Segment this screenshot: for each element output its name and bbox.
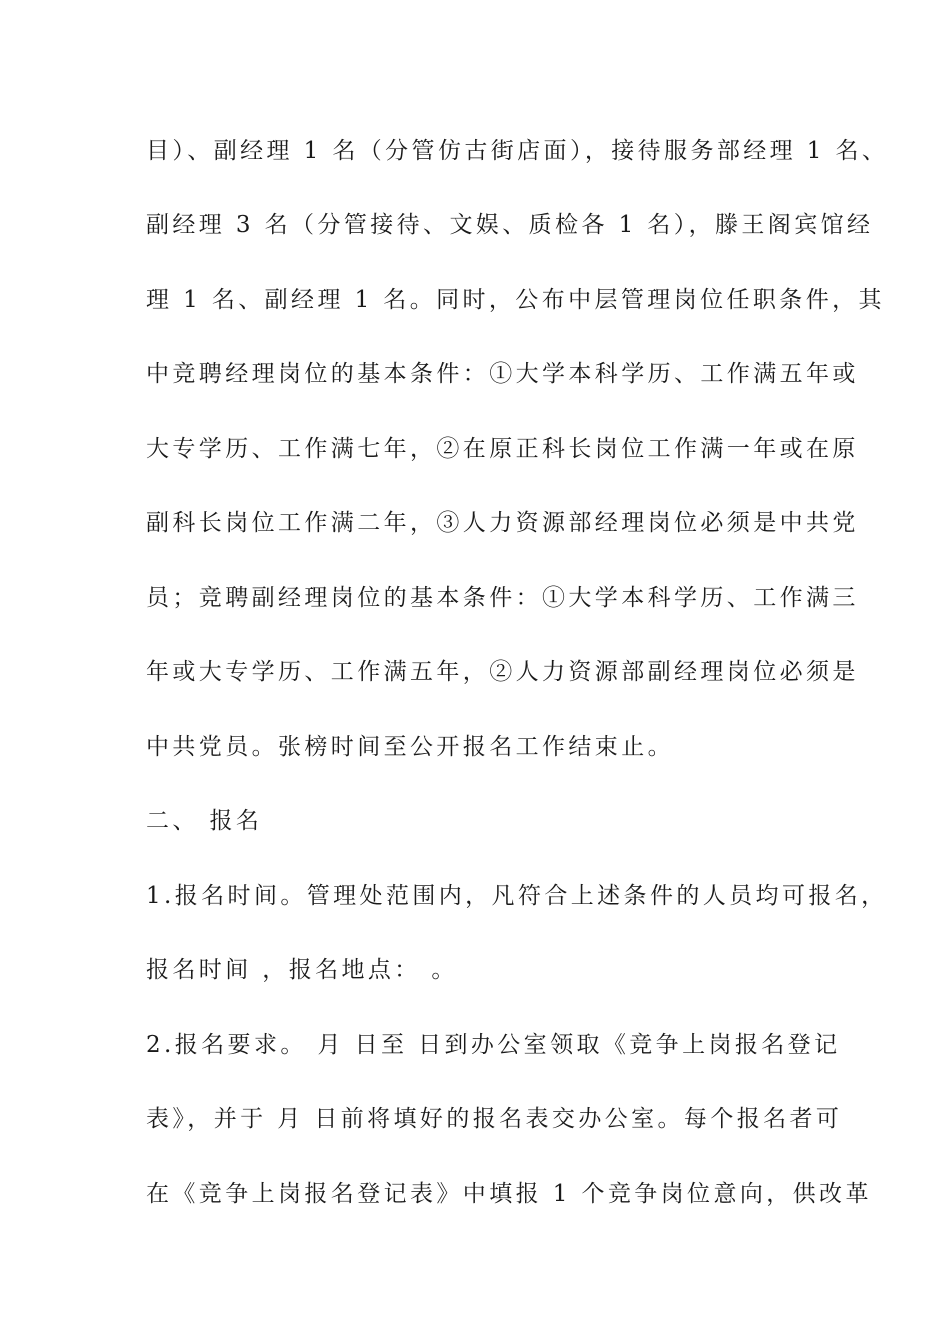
paragraph-line: 中竞聘经理岗位的基本条件：①大学本科学历、工作满五年或 <box>146 361 859 387</box>
paragraph-line: 中共党员。张榜时间至公开报名工作结束止。 <box>146 734 674 760</box>
paragraph-line: 员；竞聘副经理岗位的基本条件：①大学本科学历、工作满三 <box>146 585 859 611</box>
paragraph-line: 表》，并于 月 日前将填好的报名表交办公室。每个报名者可 <box>146 1106 843 1132</box>
paragraph-line: 理 1 名、副经理 1 名。同时，公布中层管理岗位任职条件，其 <box>146 287 885 313</box>
paragraph-line: 大专学历、工作满七年，②在原正科长岗位工作满一年或在原 <box>146 436 859 462</box>
paragraph-line: 报名时间 ，报名地点： 。 <box>146 957 458 983</box>
section-heading: 二、 报名 <box>146 808 263 834</box>
paragraph-line: 年或大专学历、工作满五年，②人力资源部副经理岗位必须是 <box>146 659 859 685</box>
paragraph-line: 1.报名时间。管理处范围内，凡符合上述条件的人员均可报名， <box>146 883 888 909</box>
paragraph-line: 目）、副经理 1 名（分管仿古街店面），接待服务部经理 1 名、 <box>146 138 889 164</box>
paragraph-line: 副经理 3 名（分管接待、文娱、质检各 1 名），滕王阁宾馆经 <box>146 212 874 238</box>
paragraph-line: 在《竞争上岗报名登记表》中填报 1 个竞争岗位意向，供改革 <box>146 1181 872 1207</box>
paragraph-line: 2.报名要求。 月 日至 日到办公室领取《竞争上岗报名登记 <box>146 1032 841 1058</box>
paragraph-line: 副科长岗位工作满二年，③人力资源部经理岗位必须是中共党 <box>146 510 859 536</box>
